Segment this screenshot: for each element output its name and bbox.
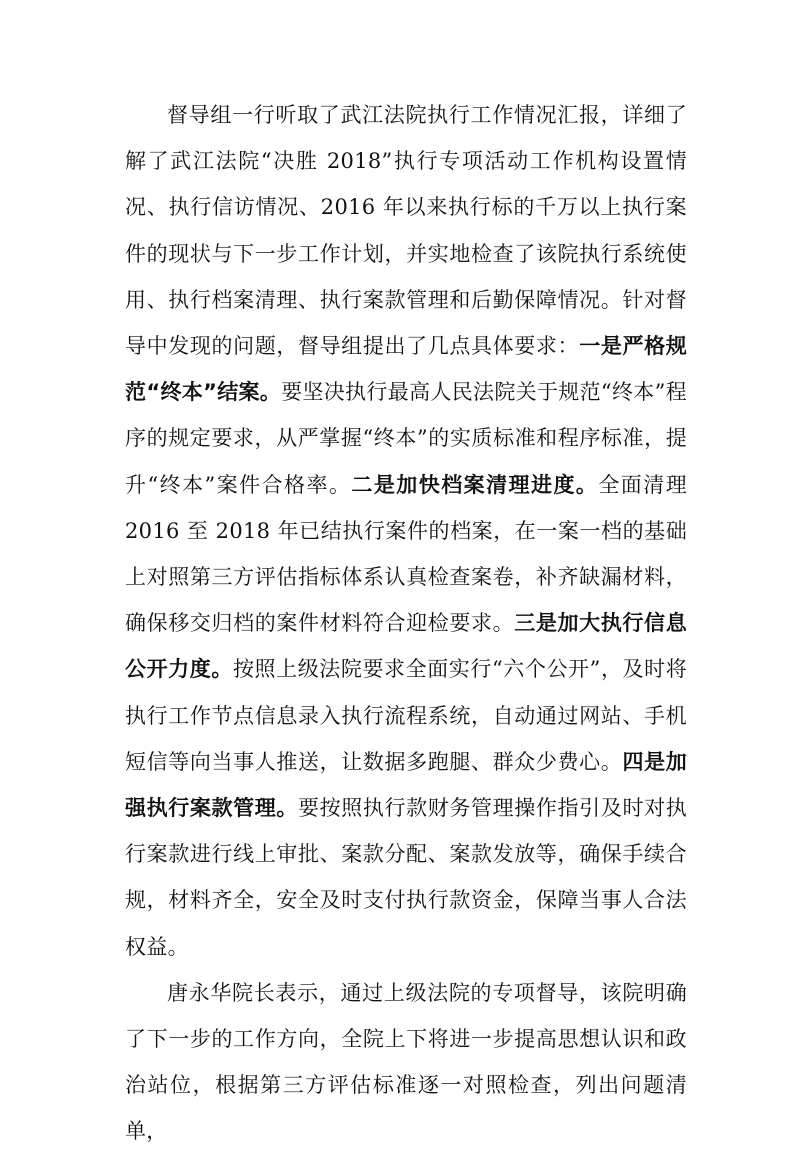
requirement-1-heading: 一是严格规范“终本”结案。	[125, 334, 687, 405]
requirement-2-text: 全面清理 2016 至 2018 年已结执行案件的档案，在一案一档的基础上对照第三方评估指标体系认真检查案卷，补齐缺漏材料，确保移交归档的案件材料符合迎检要求。	[125, 472, 687, 636]
paragraph-intro-text: 督导组一行听取了武江法院执行工作情况汇报，详细了解了武江法院“决胜 2018”执行专项活动工作机构设置情况、执行信访情况、2016 年以来执行标的千万以上执行案件的现状与下一步工作计划，并实地检查了该院执行系统使用、执行档案清理、执行案款管理和后勤保障情况。针对督导中发现的问题，督导组提出了几点具体要求：	[125, 103, 687, 359]
paragraph-president-statement: 唐永华院长表示，通过上级法院的专项督导，该院明确了下一步的工作方向，全院上下将进一步提高思想认识和政治站位，根据第三方评估标准逐一对照检查，列出问题清单，	[125, 980, 687, 1144]
requirement-4-heading: 四是加强执行案款管理。	[125, 749, 687, 821]
requirement-1-text: 要坚决执行最高人民法院关于规范“终本”程序的规定要求，从严掌握“终本”的实质标准和程序标准，提升“终本”案件合格率。	[125, 380, 687, 497]
requirement-2-heading: 二是加快档案清理进度。	[351, 472, 599, 497]
document-body	[125, 92, 687, 1155]
requirement-3-heading: 三是加大执行信息公开力度。	[125, 611, 687, 682]
requirement-3-text: 按照上级法院要求全面实行“六个公开”，及时将执行工作节点信息录入执行流程系统，自动通过网站、手机短信等向当事人推送，让数据多跑腿、群众少费心。	[125, 657, 688, 774]
paragraph-supervision-report	[125, 92, 687, 970]
requirement-4-text: 要按照执行款财务管理操作指引及时对执行案款进行线上审批、案款分配、案款发放等，确保手续合规，材料齐全，安全及时支付执行款资金，保障当事人合法权益。	[125, 796, 687, 959]
